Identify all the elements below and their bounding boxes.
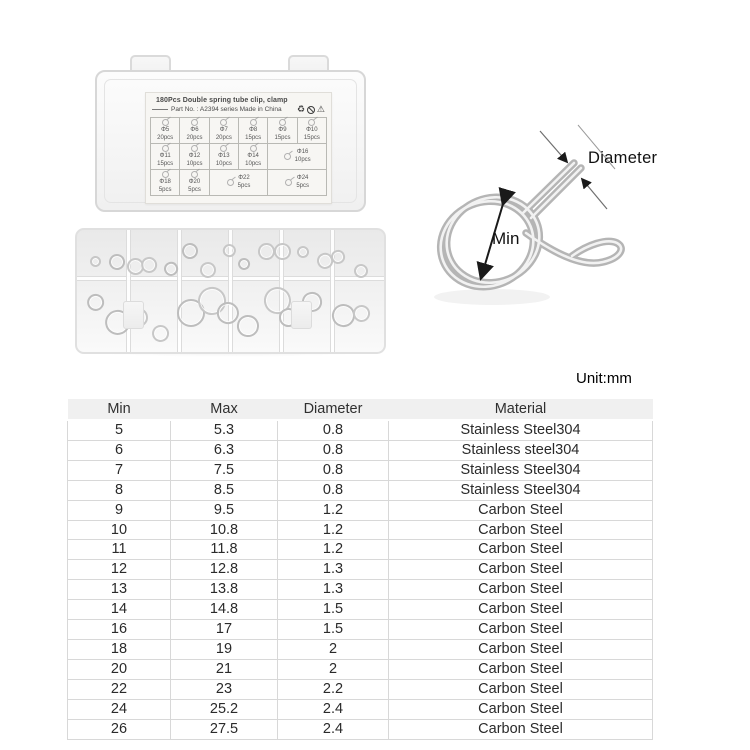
prohibition-icon	[307, 106, 315, 114]
table-cell: 24	[68, 699, 171, 719]
table-row	[68, 520, 653, 540]
clip-size: Φ8	[249, 127, 258, 134]
table-cell: 27.5	[171, 719, 278, 739]
box-bottom-latch-left	[123, 301, 144, 329]
table-cell: 9	[68, 500, 171, 520]
kit-size-cell	[268, 170, 327, 196]
kit-label	[145, 92, 332, 204]
kit-size-cell	[298, 118, 327, 144]
table-row	[68, 699, 653, 719]
kit-size-cell	[180, 144, 209, 170]
table-cell: Carbon Steel	[389, 620, 653, 640]
clip-icon	[220, 145, 227, 152]
table-row	[68, 679, 653, 699]
column-header-diameter: Diameter	[278, 399, 389, 420]
clip-qty: 10pcs	[215, 160, 232, 167]
table-cell: Carbon Steel	[389, 639, 653, 659]
clip-qty: 15pcs	[245, 134, 262, 141]
diameter-label: Diameter	[588, 149, 658, 167]
clip-icon	[162, 145, 169, 152]
clip-icon	[191, 171, 198, 178]
table-cell: 25.2	[171, 699, 278, 719]
table-cell: 23	[171, 679, 278, 699]
table-cell: Stainless Steel304	[389, 420, 653, 440]
clip-size: Φ18	[159, 179, 171, 186]
kit-size-cell	[268, 118, 297, 144]
kit-label-part-no: Part No. : A2394 series Made in China	[171, 105, 282, 113]
table-cell: 2	[278, 639, 389, 659]
table-row	[68, 440, 653, 460]
clip-qty: 15pcs	[274, 134, 291, 141]
kit-size-grid	[150, 117, 327, 196]
kit-size-cell	[151, 170, 180, 196]
table-cell: 1.2	[278, 500, 389, 520]
table-row	[68, 480, 653, 500]
table-cell: 8.5	[171, 480, 278, 500]
table-row	[68, 460, 653, 480]
clip-qty: 5pcs	[188, 186, 201, 193]
column-header-max: Max	[171, 399, 278, 420]
table-cell: 1.2	[278, 540, 389, 560]
clip-qty: 20pcs	[215, 134, 232, 141]
table-cell: 10	[68, 520, 171, 540]
table-cell: 18	[68, 639, 171, 659]
clip-qty: 20pcs	[186, 134, 203, 141]
box-lid	[95, 70, 366, 212]
clip-qty: 5pcs	[237, 182, 251, 189]
spec-table	[67, 399, 653, 740]
kit-size-cell	[210, 144, 239, 170]
clip-size: Φ7	[219, 127, 228, 134]
table-cell: Stainless steel304	[389, 440, 653, 460]
table-cell: 2.4	[278, 719, 389, 739]
clip-icon	[308, 119, 315, 126]
clip-ring	[106, 251, 128, 273]
kit-label-partline	[150, 105, 327, 114]
table-cell: 0.8	[278, 460, 389, 480]
clip-icon	[191, 119, 198, 126]
table-cell: 5	[68, 420, 171, 440]
clip-icon	[279, 119, 286, 126]
box-bottom-latch-right	[291, 301, 312, 329]
clip-qty: 5pcs	[296, 182, 309, 189]
clip-ring	[87, 254, 102, 269]
table-cell: 8	[68, 480, 171, 500]
table-cell: 11	[68, 540, 171, 560]
clip-icon	[162, 171, 169, 178]
clip-icon	[227, 179, 234, 186]
table-cell: 10.8	[171, 520, 278, 540]
column-header-material: Material	[389, 399, 653, 420]
clip-ring	[295, 244, 311, 260]
table-cell: 6	[68, 440, 171, 460]
clamp-shadow	[434, 289, 550, 305]
table-cell: Carbon Steel	[389, 560, 653, 580]
table-cell: Carbon Steel	[389, 580, 653, 600]
table-cell: 0.8	[278, 420, 389, 440]
recycle-icon: ♻	[296, 104, 305, 115]
table-header-row	[68, 399, 653, 420]
clip-qty: 15pcs	[157, 160, 174, 167]
table-cell: Carbon Steel	[389, 520, 653, 540]
table-cell: 9.5	[171, 500, 278, 520]
table-cell: 1.3	[278, 580, 389, 600]
clip-icon	[250, 145, 257, 152]
clip-size: Φ24	[296, 175, 309, 182]
kit-size-cell	[210, 118, 239, 144]
table-cell: Carbon Steel	[389, 500, 653, 520]
table-row	[68, 560, 653, 580]
table-row	[68, 420, 653, 440]
kit-size-cell	[151, 118, 180, 144]
table-row	[68, 580, 653, 600]
warning-icon: ⚠	[316, 104, 325, 115]
table-cell: 21	[171, 659, 278, 679]
table-cell: 1.5	[278, 620, 389, 640]
table-cell: 13.8	[171, 580, 278, 600]
table-cell: 11.8	[171, 540, 278, 560]
clip-ring	[330, 248, 346, 264]
table-cell: Carbon Steel	[389, 719, 653, 739]
wire-highlight	[430, 163, 621, 301]
clip-icon	[250, 119, 257, 126]
clip-qty: 10pcs	[294, 156, 311, 163]
box-tray	[75, 228, 386, 354]
table-cell: 0.8	[278, 440, 389, 460]
clip-size: Φ22	[238, 175, 250, 182]
clip-icon	[284, 153, 291, 160]
kit-size-cell	[180, 118, 209, 144]
clip-size: Φ5	[161, 127, 170, 134]
table-cell: 6.3	[171, 440, 278, 460]
clip-ring	[257, 243, 275, 261]
table-cell: Stainless Steel304	[389, 480, 653, 500]
table-row	[68, 600, 653, 620]
table-cell: 7	[68, 460, 171, 480]
table-cell: 1.5	[278, 600, 389, 620]
tray-divider-vertical	[330, 230, 335, 352]
table-cell: Carbon Steel	[389, 679, 653, 699]
kit-size-cell	[239, 118, 268, 144]
clip-ring	[352, 303, 372, 323]
clip-ring	[273, 243, 291, 261]
table-cell: 26	[68, 719, 171, 739]
tray-divider-vertical	[126, 230, 131, 352]
table-row	[68, 500, 653, 520]
kit-label-title: 180Pcs Double spring tube clip, clamp	[156, 97, 288, 104]
clip-size: Φ16	[296, 149, 309, 156]
kit-size-cell	[239, 144, 268, 170]
table-cell: 12	[68, 560, 171, 580]
clip-icon	[285, 179, 292, 186]
kit-size-cell	[268, 144, 327, 170]
label-rule	[152, 109, 168, 110]
table-cell: 17	[171, 620, 278, 640]
clip-size: Φ12	[188, 153, 201, 160]
table-cell: 7.5	[171, 460, 278, 480]
table-cell: Carbon Steel	[389, 659, 653, 679]
table-cell: 14.8	[171, 600, 278, 620]
table-cell: 2.4	[278, 699, 389, 719]
clip-qty: 10pcs	[186, 160, 203, 167]
table-cell: 13	[68, 580, 171, 600]
table-cell: Carbon Steel	[389, 540, 653, 560]
table-cell: 1.3	[278, 560, 389, 580]
table-cell: 19	[171, 639, 278, 659]
table-row	[68, 620, 653, 640]
clip-ring	[84, 290, 108, 314]
unit-label: Unit:mm	[576, 370, 632, 387]
table-cell: 16	[68, 620, 171, 640]
clip-qty: 20pcs	[157, 134, 174, 141]
kit-size-cell	[210, 170, 269, 196]
table-cell: 0.8	[278, 480, 389, 500]
clip-size: Φ9	[278, 127, 287, 134]
label-symbols	[297, 105, 327, 114]
clip-ring	[236, 313, 260, 337]
table-cell: Carbon Steel	[389, 600, 653, 620]
table-cell: 20	[68, 659, 171, 679]
clip-icon	[191, 145, 198, 152]
clip-size: Φ20	[188, 179, 201, 186]
table-cell: 2	[278, 659, 389, 679]
kit-box-photo	[75, 55, 385, 355]
clip-ring	[181, 242, 199, 260]
clip-size: Φ6	[190, 127, 199, 134]
clamp-drawing	[430, 105, 700, 320]
table-cell: 14	[68, 600, 171, 620]
min-label: Min	[492, 229, 520, 248]
table-row	[68, 659, 653, 679]
table-cell: 1.2	[278, 520, 389, 540]
clip-size: Φ10	[306, 127, 318, 134]
table-cell: Carbon Steel	[389, 699, 653, 719]
table-row	[68, 540, 653, 560]
kit-size-cell	[151, 144, 180, 170]
clip-size: Φ14	[247, 153, 259, 160]
clip-ring	[150, 323, 171, 344]
clip-icon	[220, 119, 227, 126]
column-header-min: Min	[68, 399, 171, 420]
clip-size: Φ11	[159, 153, 171, 160]
clamp-diagram-photo	[430, 105, 700, 320]
table-cell: 12.8	[171, 560, 278, 580]
table-cell: Stainless Steel304	[389, 460, 653, 480]
table-row	[68, 639, 653, 659]
kit-size-cell	[180, 170, 209, 196]
table-cell: 22	[68, 679, 171, 699]
clip-icon	[162, 119, 169, 126]
table-row	[68, 719, 653, 739]
table-cell: 2.2	[278, 679, 389, 699]
clip-qty: 10pcs	[245, 160, 262, 167]
clip-ring	[236, 256, 252, 272]
clip-ring	[220, 241, 237, 258]
clip-size: Φ13	[218, 153, 230, 160]
table-cell: 5.3	[171, 420, 278, 440]
clip-qty: 5pcs	[158, 186, 172, 193]
clip-qty: 15pcs	[303, 134, 320, 141]
